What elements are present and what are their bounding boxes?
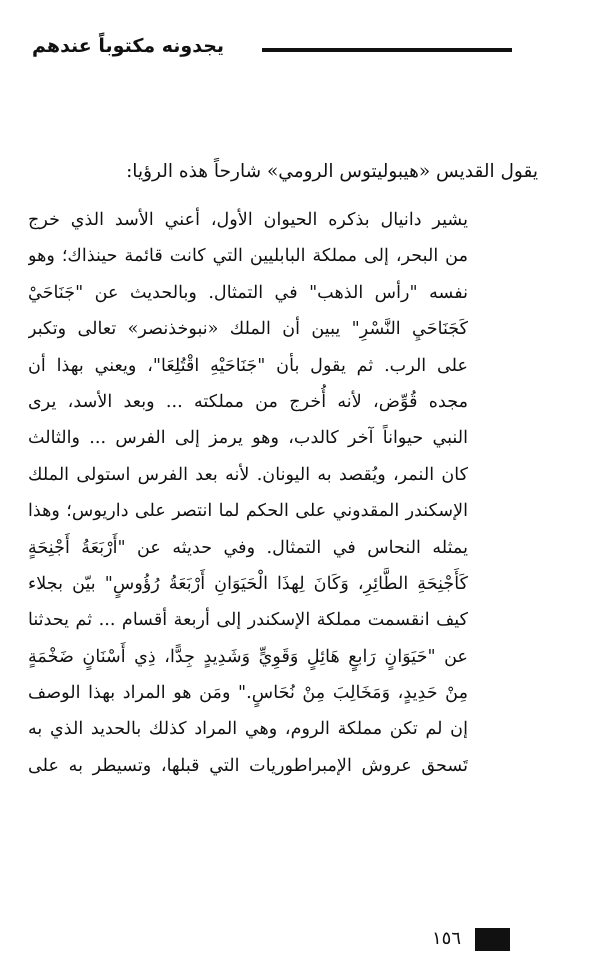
text-line: من البحر، إلى مملكة البابليين التي كانت قائمة حينذاك؛ وهو — [28, 246, 468, 267]
text-line: الإسكندر المقدوني على الحكم لما انتصر على داريوس؛ وهذا — [28, 501, 468, 522]
page-number-block — [475, 928, 510, 951]
text-line: يشير دانيال بذكره الحيوان الأول، أعني الأسد الذي خرج — [28, 210, 468, 230]
text-line: كَأَجْنِحَةِ الطَّائِرِ، وَكَانَ لِهذَا الْحَيَوَانِ أَرْبَعَةُ رُؤُوسٍ" بيّن بجلاء — [28, 573, 468, 594]
intro-line: يقول القديس «هيبوليتوس الرومي» شارحاً هذه الرؤيا: — [126, 161, 538, 182]
body-text — [28, 202, 468, 784]
text-line: إن لم تكن مملكة الروم، وهي المراد كذلك بالحديد الذي به — [28, 719, 468, 740]
text-line: كيف انقسمت مملكة الإسكندر إلى أربعة أقسام ... ثم يحدثنا — [28, 610, 468, 631]
header-rule — [262, 48, 512, 52]
text-line: تَسحق عروش الإمبراطوريات التي قبلها، وتسيطر به على — [28, 755, 468, 776]
page-number: ١٥٦ — [432, 928, 462, 949]
text-line: مجده قُوِّض، لأنه أُخرج من مملكته ... وبعد الأسد، يرى — [28, 391, 468, 412]
text-line: كان النمر، ويُقصد به اليونان. لأنه بعد الفرس استولى الملك — [28, 464, 468, 485]
text-line: نفسه "رأس الذهب" في التمثال. وبالحديث عن "جَنَاحَيْ — [28, 282, 468, 303]
text-line: كَجَنَاحَيِ النَّسْرِ" يبين أن الملك «نبوخذنصر» تعالى وتكبر — [28, 319, 468, 340]
running-header-title: يجدونه مكتوباً عندهم — [32, 35, 225, 57]
text-line: عن "حَيَوَانٍ رَابعٍ هَائِلٍ وَقَوِيٍّ وَشَدِيدٍ جِدًّا، ذِي أَسْنَانٍ ضَخْمَةٍ — [28, 646, 468, 667]
text-line: على الرب. ثم يقول بأن "جَنَاحَيْهِ اقْتُلِعَا"، ويعني بهذا أن — [28, 355, 468, 376]
text-line: مِنْ حَدِيدٍ، وَمَخَالِبَ مِنْ نُحَاسٍ." ومَن هو المراد بهذا الوصف — [28, 683, 468, 704]
text-line: يمثله النحاس في التمثال. وفي حديثه عن "أَرْبَعَةُ أَجْنِحَةٍ — [28, 537, 468, 558]
text-line: النبي حيواناً آخر كالدب، وهو يرمز إلى الفرس ... والثالث — [28, 428, 468, 449]
